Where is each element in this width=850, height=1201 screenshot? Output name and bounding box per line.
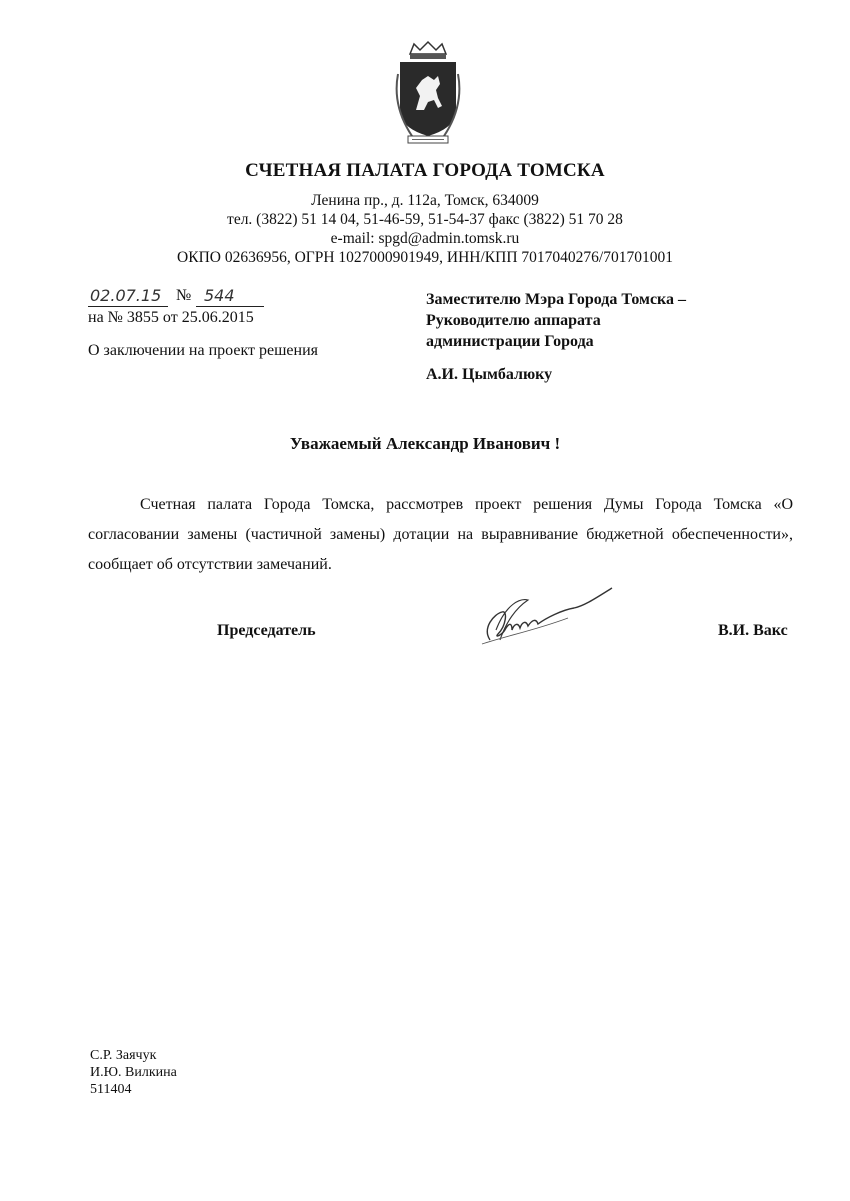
reference-number: на № 3855 от 25.06.2015 [88, 309, 254, 326]
signatory-name: В.И. Вакс [718, 622, 788, 639]
outgoing-number-handwritten: 544 [196, 286, 264, 307]
outgoing-date-handwritten: 02.07.15 [88, 286, 168, 307]
handwritten-signature-icon [476, 584, 616, 646]
letter-subject: О заключении на проект решения [88, 342, 318, 359]
organization-phones: тел. (3822) 51 14 04, 51-46-59, 51-54-37 факс (3822) 51 70 28 [227, 211, 623, 228]
outgoing-number-field [196, 286, 264, 307]
salutation: Уважаемый Александр Иванович ! [289, 434, 561, 453]
organization-title: СЧЕТНАЯ ПАЛАТА ГОРОДА ТОМСКА [245, 160, 605, 181]
recipient-line-2: Руководителю аппарата [426, 312, 601, 329]
recipient-name: А.И. Цымбалюку [426, 366, 553, 383]
organization-email: e-mail: spgd@admin.tomsk.ru [330, 230, 520, 247]
signatory-position: Председатель [217, 622, 316, 639]
recipient-line-3: администрации Города [426, 333, 594, 350]
executor-1: С.Р. Заячук [90, 1048, 157, 1063]
outgoing-date-field [88, 286, 168, 307]
executor-phone: 511404 [90, 1082, 132, 1097]
tomsk-coat-of-arms-icon [392, 40, 464, 150]
letter-body: Счетная палата Города Томска, рассмотрев проект решения Думы Города Томска «О согласовании замены (частичной замены) дотации на выравнивание бюджетной обеспеченности», сообщает об отсутствии замечаний. [88, 496, 793, 573]
recipient-line-1: Заместителю Мэра Города Томска – [426, 291, 687, 308]
executor-2: И.Ю. Вилкина [90, 1065, 177, 1080]
outgoing-number-label: № [176, 287, 192, 304]
organization-registry: ОКПО 02636956, ОГРН 1027000901949, ИНН/КПП 7017040276/701701001 [177, 249, 673, 266]
organization-address: Ленина пр., д. 112а, Томск, 634009 [311, 192, 539, 209]
